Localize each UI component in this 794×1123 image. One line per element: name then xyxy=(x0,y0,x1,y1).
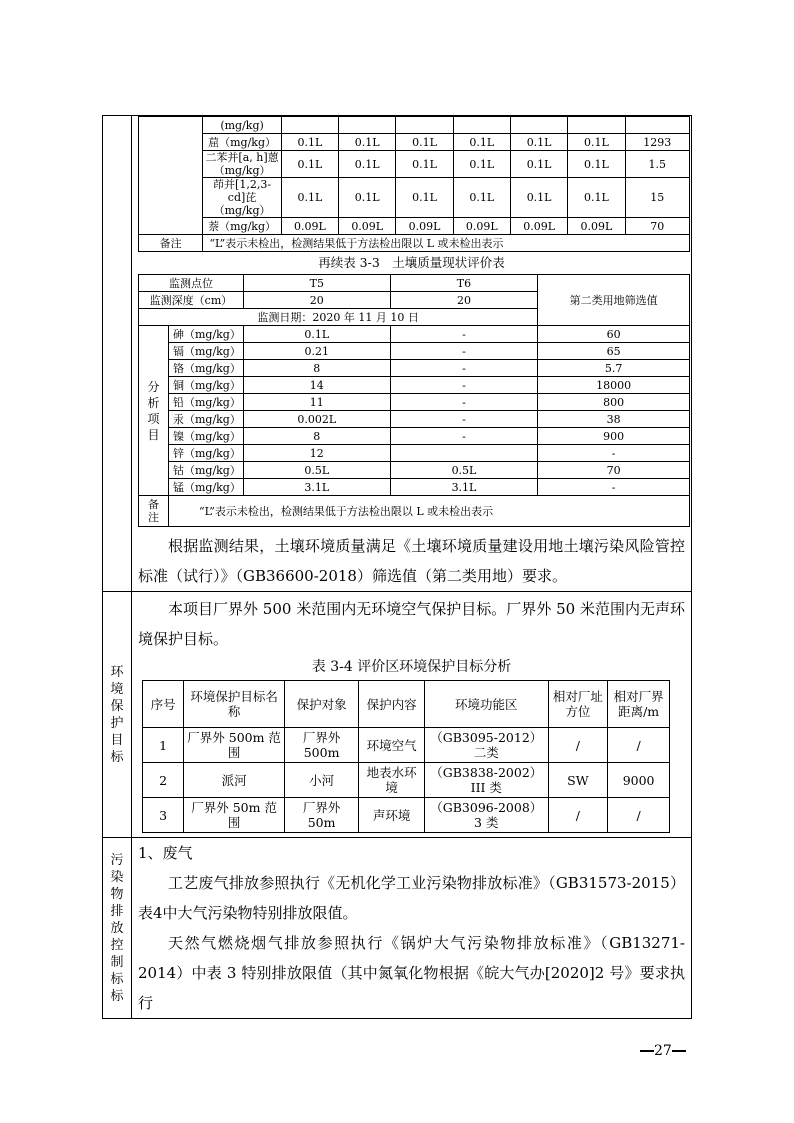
t2-t5-value: 3.1L xyxy=(243,479,390,496)
t2-t6-value: 3.1L xyxy=(390,479,538,496)
t1-value-cell: 0.1L xyxy=(281,178,338,218)
t1-value-cell: 0.1L xyxy=(568,151,625,178)
t1-row xyxy=(139,117,690,134)
t2-point-label: 监测点位 xyxy=(139,275,244,292)
t4-cell: / xyxy=(608,798,670,833)
t2-row xyxy=(139,343,690,360)
t1-value-cell: 0.1L xyxy=(339,134,396,151)
t1-value-cell: 15 xyxy=(625,178,689,218)
t2-t5-value: 12 xyxy=(243,445,390,462)
table3-4 xyxy=(142,680,670,833)
t1-item-name: 萘（mg/kg） xyxy=(203,218,281,235)
pollution-section-content xyxy=(132,838,692,1019)
t4-row xyxy=(143,763,670,798)
t1-value-cell: 0.1L xyxy=(510,151,567,178)
t2-t6-value: - xyxy=(390,411,538,428)
t1-value-cell: 0.1L xyxy=(339,178,396,218)
t1-value-cell: 0.09L xyxy=(453,218,510,235)
t1-value-cell: 0.09L xyxy=(339,218,396,235)
t2-screen-value: 70 xyxy=(538,462,690,479)
t1-value-cell: 0.1L xyxy=(281,151,338,178)
t4-cell: 声环境 xyxy=(359,798,425,833)
t4-cell: 小河 xyxy=(285,763,359,798)
t2-item-name: 钴（mg/kg） xyxy=(168,462,243,479)
t1-value-cell: 0.1L xyxy=(396,134,453,151)
t4-cell: / xyxy=(548,728,608,763)
t2-note-row xyxy=(139,496,690,527)
t2-item-name: 锌（mg/kg） xyxy=(168,445,243,462)
t2-t5-value: 8 xyxy=(243,360,390,377)
t2-item-name: 汞（mg/kg） xyxy=(168,411,243,428)
t1-value-cell: 0.1L xyxy=(453,178,510,218)
page-number xyxy=(640,1043,686,1059)
t2-t5-value: 0.002L xyxy=(243,411,390,428)
t2-depth-t6: 20 xyxy=(390,292,538,309)
t1-value-cell: 0.1L xyxy=(339,151,396,178)
t2-screen-value: 65 xyxy=(538,343,690,360)
t2-row xyxy=(139,326,690,343)
page-number-value: 27 xyxy=(654,1043,672,1059)
t1-blank-cell xyxy=(139,117,203,235)
t4-cell: 3 xyxy=(143,798,184,833)
t2-point-t6: T6 xyxy=(390,275,538,292)
t1-value-cell: 0.09L xyxy=(396,218,453,235)
t2-screen-value: 60 xyxy=(538,326,690,343)
t4-header-cell: 保护对象 xyxy=(285,681,359,728)
t4-cell: / xyxy=(608,728,670,763)
t2-t5-value: 0.21 xyxy=(243,343,390,360)
page-frame-table xyxy=(102,115,692,1019)
t2-item-name: 铬（mg/kg） xyxy=(168,360,243,377)
t4-header-cell: 相对厂界距离/m xyxy=(608,681,670,728)
t2-t5-value: 0.1L xyxy=(243,326,390,343)
t1-value-cell: 0.1L xyxy=(453,134,510,151)
t2-screen-value: 18000 xyxy=(538,377,690,394)
t1-value-cell: 0.09L xyxy=(568,218,625,235)
t4-row xyxy=(143,728,670,763)
t2-row xyxy=(139,394,690,411)
t1-row xyxy=(139,178,690,218)
t4-header-cell: 相对厂址方位 xyxy=(548,681,608,728)
t1-row xyxy=(139,151,690,178)
env-intro: 本项目厂界外 500 米范围内无环境空气保护目标。厂界外 50 米范围内无声环境保护目标。 xyxy=(138,600,685,648)
t1-value-cell: 1.5 xyxy=(625,151,689,178)
t2-row xyxy=(139,445,690,462)
t2-depth-t5: 20 xyxy=(243,292,390,309)
t2-t6-value: - xyxy=(390,394,538,411)
t2-screen-value: - xyxy=(538,479,690,496)
t1-item-name: 茚并[1,2,3-cd]芘（mg/kg） xyxy=(203,178,281,218)
t2-t6-value: - xyxy=(390,360,538,377)
t4-cell: 9000 xyxy=(608,763,670,798)
t4-cell: 厂界外 500m 范围 xyxy=(184,728,285,763)
t1-item-name: 二苯并[a, h]蒽（mg/kg） xyxy=(203,151,281,178)
t1-value-cell: 0.1L xyxy=(510,134,567,151)
t2-row xyxy=(139,479,690,496)
t1-value-cell xyxy=(339,117,396,134)
soil-conclusion: 根据监测结果，土壤环境质量满足《土壤环境质量建设用地土壤污染风险管控标准（试行）》（GB36600-2018）筛选值（第二类用地）要求。 xyxy=(138,537,685,585)
pollution-section-row xyxy=(103,838,692,1019)
soil-section-side-cell xyxy=(103,116,132,592)
table3-4-caption: 表 3-4 评价区环境保护目标分析 xyxy=(311,659,512,675)
t4-cell: 厂界外 500m xyxy=(285,728,359,763)
t2-point-row xyxy=(139,275,690,292)
t1-value-cell: 0.1L xyxy=(396,178,453,218)
t1-value-cell xyxy=(510,117,567,134)
t4-header-cell: 环境功能区 xyxy=(425,681,549,728)
env-section-side-cell xyxy=(103,592,132,838)
soil-section-content xyxy=(132,116,692,592)
t1-item-name: 䓛（mg/kg） xyxy=(203,134,281,151)
t4-cell: 厂界外 50m xyxy=(285,798,359,833)
t2-t6-value: 0.5L xyxy=(390,462,538,479)
t4-cell: 厂界外 50m 范围 xyxy=(184,798,285,833)
t2-screen-value: 800 xyxy=(538,394,690,411)
t2-date-label: 监测日期：2020 年 11 月 10 日 xyxy=(139,309,538,326)
t2-t5-value: 8 xyxy=(243,428,390,445)
t1-value-cell: 0.1L xyxy=(568,178,625,218)
t2-item-name: 砷（mg/kg） xyxy=(168,326,243,343)
t4-header-cell: 序号 xyxy=(143,681,184,728)
soil-section-row xyxy=(103,116,692,592)
pollution-section-side-cell xyxy=(103,838,132,1019)
t4-cell: 1 xyxy=(143,728,184,763)
t2-row xyxy=(139,360,690,377)
t1-value-cell: 1293 xyxy=(625,134,689,151)
t2-group-label-text: 分析项目 xyxy=(147,379,160,442)
t1-note-label: 备注 xyxy=(139,235,203,252)
pollution-para-1: 工艺废气排放参照执行《无机化学工业污染物排放标准》（GB31573-2015）表4中大气污染物特别排放限值。 xyxy=(138,874,685,922)
t2-screen-value: 5.7 xyxy=(538,360,690,377)
t4-cell: 2 xyxy=(143,763,184,798)
t2-t6-value xyxy=(390,445,538,462)
page-number-dash-right xyxy=(672,1050,686,1052)
t2-note-label-cell xyxy=(139,496,169,527)
t1-value-cell: 0.09L xyxy=(510,218,567,235)
t1-value-cell xyxy=(625,117,689,134)
t2-screen-label: 第二类用地筛选值 xyxy=(538,275,690,326)
t2-item-name: 锰（mg/kg） xyxy=(168,479,243,496)
t4-header-cell: 保护内容 xyxy=(359,681,425,728)
t2-depth-label: 监测深度（cm） xyxy=(139,292,244,309)
page-number-dash-left xyxy=(640,1050,654,1052)
t1-value-cell xyxy=(281,117,338,134)
t2-item-name: 镉（mg/kg） xyxy=(168,343,243,360)
t4-cell: 地表水环境 xyxy=(359,763,425,798)
t2-item-name: 铅（mg/kg） xyxy=(168,394,243,411)
t4-header-cell: 环境保护目标名称 xyxy=(184,681,285,728)
t1-value-cell: 0.1L xyxy=(568,134,625,151)
pollution-para-2: 天然气燃烧烟气排放参照执行《锅炉大气污染物排放标准》（GB13271-2014）中表 3 特别排放限值（其中氮氧化物根据《皖大气办[2020]2 号》要求执行 xyxy=(138,934,685,1012)
t2-t6-value: - xyxy=(390,326,538,343)
t4-cell: SW xyxy=(548,763,608,798)
t2-item-name: 铜（mg/kg） xyxy=(168,377,243,394)
pollution-section-label: 污染物排放控制标标 xyxy=(110,852,124,1004)
t2-row xyxy=(139,462,690,479)
t2-screen-value: - xyxy=(538,445,690,462)
t1-value-cell xyxy=(453,117,510,134)
t4-cell: （GB3838-2002）III 类 xyxy=(425,763,549,798)
env-section-row xyxy=(103,592,692,838)
t1-value-cell: 0.1L xyxy=(510,178,567,218)
t1-row xyxy=(139,218,690,235)
t2-t6-value: - xyxy=(390,428,538,445)
t2-t6-value: - xyxy=(390,343,538,360)
t2-point-t5: T5 xyxy=(243,275,390,292)
t1-note-row xyxy=(139,235,690,252)
table3-cont xyxy=(138,274,690,527)
t4-cell: （GB3095-2012）二类 xyxy=(425,728,549,763)
t2-item-name: 镍（mg/kg） xyxy=(168,428,243,445)
t1-value-cell: 0.1L xyxy=(396,151,453,178)
t2-note-text: “L”表示未检出，检测结果低于方法检出限以 L 或未检出表示 xyxy=(168,496,689,527)
t2-screen-value: 38 xyxy=(538,411,690,428)
t1-item-name: (mg/kg) xyxy=(203,117,281,134)
t1-note-text: “L”表示未检出，检测结果低于方法检出限以 L 或未检出表示 xyxy=(203,235,690,252)
t1-value-cell: 0.1L xyxy=(453,151,510,178)
env-section-label: 环境保护目标 xyxy=(110,664,124,765)
t2-row xyxy=(139,411,690,428)
t4-cell: 环境空气 xyxy=(359,728,425,763)
table3-top xyxy=(138,116,690,252)
t2-row xyxy=(139,428,690,445)
t2-group-label xyxy=(139,326,169,496)
t1-row xyxy=(139,134,690,151)
t4-header-row xyxy=(143,681,670,728)
t2-row xyxy=(139,377,690,394)
t2-t5-value: 14 xyxy=(243,377,390,394)
t4-row xyxy=(143,798,670,833)
t4-cell: / xyxy=(548,798,608,833)
t1-value-cell xyxy=(568,117,625,134)
t1-value-cell: 0.09L xyxy=(281,218,338,235)
t2-t6-value: - xyxy=(390,377,538,394)
t1-value-cell: 0.1L xyxy=(281,134,338,151)
t2-t5-value: 0.5L xyxy=(243,462,390,479)
t4-cell: （GB3096-2008）3 类 xyxy=(425,798,549,833)
pollution-heading: 1、废气 xyxy=(138,844,193,862)
t4-cell: 派河 xyxy=(184,763,285,798)
t2-note-label: 备注 xyxy=(147,498,159,524)
env-section-content xyxy=(132,592,692,838)
t1-value-cell xyxy=(396,117,453,134)
table3-cont-caption: 再续表 3-3 土壤质量现状评价表 xyxy=(318,255,505,270)
t1-value-cell: 70 xyxy=(625,218,689,235)
t2-t5-value: 11 xyxy=(243,394,390,411)
t2-screen-value: 900 xyxy=(538,428,690,445)
